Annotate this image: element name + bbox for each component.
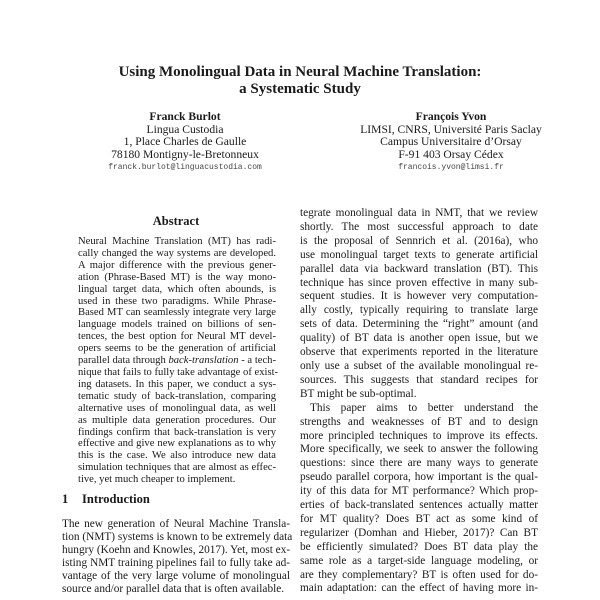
text-line: ation (Phrase-Based MT) is the way mono- xyxy=(78,271,276,283)
text-line: quality) of BT data is another open issue, but we xyxy=(300,332,538,345)
text-line: parallel data via backward translation (BT). This xyxy=(300,262,538,275)
section-number: 1 xyxy=(62,492,69,506)
text-line: cally changed the way systems are developed. xyxy=(78,247,276,259)
abstract-body xyxy=(78,236,279,486)
text-line: hungry (Koehn and Knowles, 2017). Yet, most ex- xyxy=(62,544,291,556)
author-affiliation: LIMSI, CNRS, Université Paris Saclay xyxy=(360,122,542,136)
author-email: franck.burlot@linguacustodia.com xyxy=(108,163,262,173)
text-line: questions: since there are many ways to generate xyxy=(300,457,538,470)
text-line: parallel data through back-translation - a tech- xyxy=(78,355,276,367)
text-line: erties of back-translated sentences actually matter xyxy=(300,499,538,512)
text-line: This paper aims to better understand the xyxy=(310,401,538,414)
abstract-heading: Abstract xyxy=(152,214,200,228)
text-line: used in these two paradigms. While Phrase- xyxy=(78,295,276,307)
title-line-1: Using Monolingual Data in Neural Machine Translation: xyxy=(118,64,482,80)
intro-body xyxy=(62,518,293,596)
text-line: source and/or parallel data that is often available. xyxy=(62,583,285,595)
author-affiliation: Lingua Custodia xyxy=(146,122,224,136)
text-line: tences, the best option for Neural MT devel- xyxy=(78,331,276,343)
text-line: sets of data. Determining the “right” amount (and xyxy=(300,318,538,331)
text-line: findings confirm that back-translation is very xyxy=(78,426,276,438)
text-line: Based MT can seamlessly integrate very large xyxy=(78,307,276,319)
text-line: opers seems to be the generation of artificial xyxy=(78,343,276,355)
text-line: are they complementary? BT is often used for do- xyxy=(300,568,538,581)
section-heading xyxy=(62,492,150,507)
italic-term: back-translation xyxy=(165,355,239,367)
text-line: effective and give new explanations as to why xyxy=(78,438,276,450)
author-address: 78180 Montigny-le-Bretonneux xyxy=(111,147,259,161)
author-name: Franck Burlot xyxy=(149,110,221,123)
section-title: Introduction xyxy=(82,492,150,506)
text-line: alternative uses of monolingual data, as well xyxy=(78,402,276,414)
text-line: regularizer (Domhan and Hieber, 2017)? Can BT xyxy=(300,526,538,539)
text-line: more principled techniques to improve its effects. xyxy=(300,429,538,442)
text-line: ing datasets. In this paper, we conduct a sys- xyxy=(78,378,276,390)
author-address: Campus Universitaire d’Orsay xyxy=(380,135,522,149)
text-line: More specifically, we seek to answer the following xyxy=(300,443,538,456)
text-line: use monolingual target texts to generate artificial xyxy=(300,248,538,261)
text-line: A major difference with the previous gener- xyxy=(78,259,276,271)
author-name: François Yvon xyxy=(415,110,487,123)
text-line: pseudo parallel corpora, how important is the qual- xyxy=(300,471,538,484)
text-line: tegrate monolingual data in NMT, that we review xyxy=(300,207,538,219)
text-line: tion (NMT) systems is known to be extremely data xyxy=(62,531,293,543)
right-column-body xyxy=(300,207,538,596)
paper-title xyxy=(0,64,600,98)
text-line: for MT quality? Does BT act as some kind of xyxy=(300,512,538,525)
text-line: simulation techniques that are almost as effec- xyxy=(78,462,276,474)
author-block-2 xyxy=(336,111,566,175)
title-line-2: a Systematic Study xyxy=(239,81,361,97)
text-fragment: - a tech- xyxy=(238,355,276,367)
text-line: technique has since proven effective in many sub- xyxy=(300,276,538,289)
text-line: isting NMT training pipelines fail to fully take ad- xyxy=(62,557,290,569)
text-line: main adaptation: can the effect of having more in- xyxy=(300,582,538,595)
text-line: be efficiently simulated? Does BT data play the xyxy=(300,540,538,553)
text-line: is the proposal of Sennrich et al. (2016a), who xyxy=(300,234,538,247)
text-line: nique that fails to fully take advantage of exist- xyxy=(78,366,279,378)
text-line: only use a subset of the available monolingual re- xyxy=(300,359,538,372)
text-line: strengths and weaknesses of BT and to design xyxy=(300,415,538,428)
author-email: francois.yvon@limsi.fr xyxy=(398,163,504,173)
text-line: lingual target data, which often abounds, is xyxy=(78,283,276,295)
text-line: language models trained on billions of sen- xyxy=(78,319,276,331)
text-line: sources. This suggests that standard recipes for xyxy=(300,373,538,386)
text-line: observe that experiments reported in the literature xyxy=(300,346,538,359)
text-line: tematic study of back-translation, comparing xyxy=(78,390,276,402)
text-line: shortly. The most successful approach to date xyxy=(300,220,538,233)
text-line: Neural Machine Translation (MT) has radi- xyxy=(78,236,276,247)
author-block-1 xyxy=(85,111,285,175)
text-line: BT might be sub-optimal. xyxy=(300,387,417,400)
text-line: ally costly, typically requiring to translate large xyxy=(300,304,538,317)
author-address: 1, Place Charles de Gaulle xyxy=(123,135,247,149)
text-line: this is the case. We also introduce new data xyxy=(78,450,276,462)
text-line: sequent studies. It is however very computation- xyxy=(300,290,538,303)
text-line: ity of this data for MT performance? Which prop- xyxy=(300,485,538,498)
text-line: The new generation of Neural Machine Transla- xyxy=(62,518,290,530)
text-line: same role as a target-side language modeling, or xyxy=(300,554,538,567)
text-line: vantage of the very large volume of monolingual xyxy=(62,570,290,582)
text-line: as multiple data generation procedures. Our xyxy=(78,414,276,426)
author-address: F-91 403 Orsay Cédex xyxy=(398,147,504,161)
text-line: tive, yet much cheaper to implement. xyxy=(78,474,236,486)
